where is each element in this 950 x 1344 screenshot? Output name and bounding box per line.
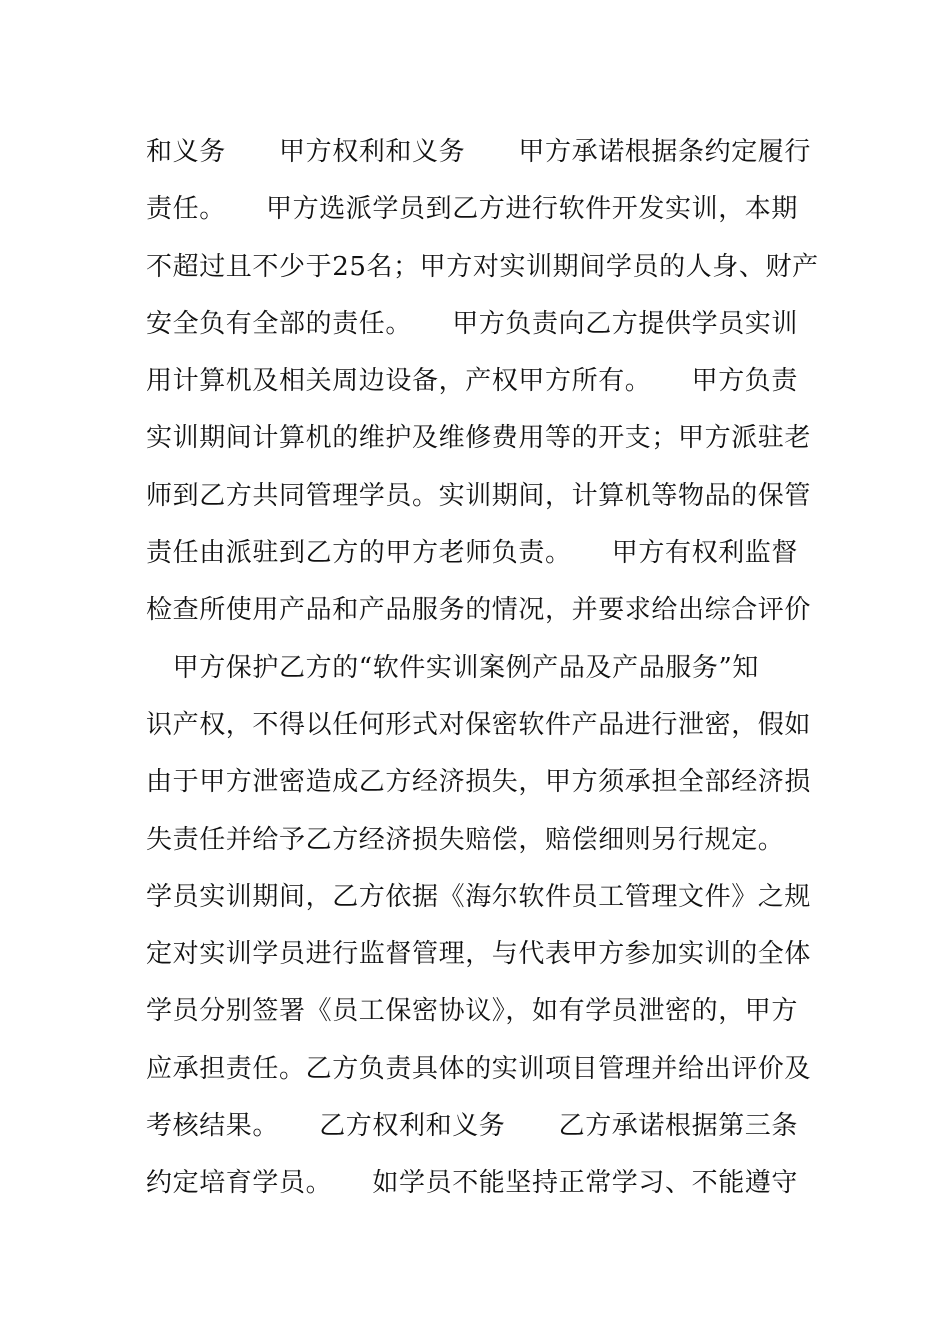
text-line: 失责任并给予乙方经济损失赔偿，赔偿细则另行规定。 bbox=[146, 824, 785, 855]
text-line: 约定培育学员。 如学员不能坚持正常学习、不能遵守 bbox=[146, 1168, 799, 1199]
text-line: 实训期间计算机的维护及维修费用等的开支；甲方派驻老 bbox=[146, 423, 812, 454]
text-line: 定对实训学员进行监督管理，与代表甲方参加实训的全体 bbox=[146, 939, 812, 970]
text-line: 和义务 甲方权利和义务 甲方承诺根据条约定履行 bbox=[146, 137, 812, 167]
body-text bbox=[146, 124, 826, 1213]
text-line: 检查所使用产品和产品服务的情况，并要求给出综合评价 bbox=[146, 595, 812, 626]
text-line: 甲方保护乙方的“软件实训案例产品及产品服务”知 bbox=[146, 652, 759, 683]
text-line: 考核结果。 乙方权利和义务 乙方承诺根据第三条 bbox=[146, 1111, 799, 1142]
text-line: 学员分别签署《员工保密协议》，如有学员泄密的，甲方 bbox=[146, 996, 799, 1027]
text-line: 识产权，不得以任何形式对保密软件产品进行泄密，假如 bbox=[146, 709, 812, 740]
text-line: 不超过且不少于25名；甲方对实训期间学员的人身、财产 bbox=[146, 251, 819, 282]
text-line: 应承担责任。乙方负责具体的实训项目管理并给出评价及 bbox=[146, 1053, 812, 1084]
text-line: 由于甲方泄密造成乙方经济损失，甲方须承担全部经济损 bbox=[146, 767, 812, 798]
text-line: 用计算机及相关周边设备，产权甲方所有。 甲方负责 bbox=[146, 366, 799, 397]
text-line: 责任由派驻到乙方的甲方老师负责。 甲方有权利监督 bbox=[146, 538, 799, 569]
text-line: 责任。 甲方选派学员到乙方进行软件开发实训，本期 bbox=[146, 194, 799, 225]
text-line: 师到乙方共同管理学员。实训期间，计算机等物品的保管 bbox=[146, 480, 812, 511]
text-line: 安全负有全部的责任。 甲方负责向乙方提供学员实训 bbox=[146, 308, 799, 339]
text-line: 学员实训期间，乙方依据《海尔软件员工管理文件》之规 bbox=[146, 881, 812, 912]
